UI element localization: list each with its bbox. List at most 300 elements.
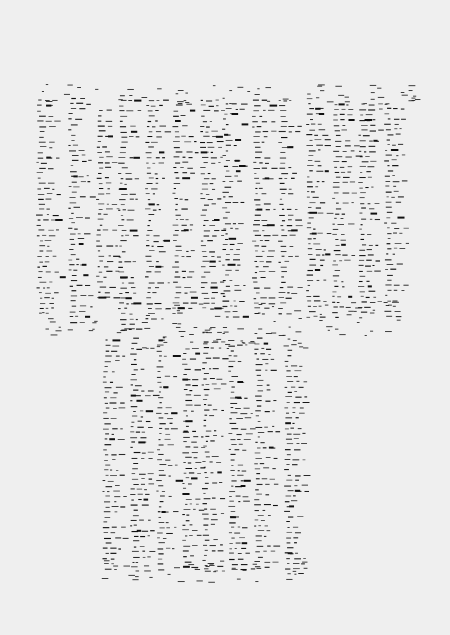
dash-mark [387, 264, 394, 265]
dash-mark [299, 366, 302, 367]
bold-dash-mark [232, 113, 239, 115]
dash-mark [85, 285, 90, 286]
dash-mark [130, 324, 135, 325]
dash-mark [223, 280, 226, 281]
dash-mark [126, 110, 133, 111]
scatter-dash-mark [338, 95, 344, 96]
dash-mark [120, 147, 126, 148]
dash-mark [253, 136, 259, 137]
dash-mark [374, 271, 380, 272]
dash-mark [366, 171, 370, 172]
dash-mark [191, 442, 197, 443]
dash-mark [173, 167, 176, 168]
dash-mark [333, 161, 339, 162]
dash-mark [272, 411, 274, 412]
dash-mark [257, 126, 262, 127]
bold-dash-mark [237, 381, 243, 383]
dash-mark [262, 168, 267, 169]
bold-dash-mark [288, 552, 293, 554]
dash-mark [295, 131, 300, 132]
dash-mark [193, 509, 196, 510]
dash-mark [308, 306, 311, 307]
dash-mark [281, 246, 287, 247]
dash-mark [260, 442, 264, 443]
dash-mark [268, 110, 274, 111]
dash-mark [210, 183, 214, 184]
bold-dash-mark [130, 230, 138, 232]
dash-mark [231, 465, 233, 466]
dash-mark [295, 256, 299, 257]
dash-mark [105, 392, 109, 393]
dash-mark [98, 162, 103, 163]
dash-mark [265, 370, 267, 371]
scatter-dash-mark [55, 330, 61, 331]
scatter-dash-mark [256, 568, 261, 569]
dash-mark [255, 453, 261, 454]
dash-mark [158, 511, 161, 512]
dash-mark [46, 199, 52, 200]
dash-mark [229, 543, 232, 544]
dash-mark [140, 536, 145, 537]
dash-mark [307, 275, 313, 276]
dash-mark [306, 317, 310, 318]
bold-dash-mark [184, 229, 189, 231]
dash-mark [202, 308, 206, 309]
dash-mark [104, 397, 107, 398]
dash-mark [99, 183, 103, 184]
dash-mark [327, 233, 332, 234]
dash-mark [228, 506, 235, 507]
dash-mark [147, 230, 152, 231]
dash-mark [202, 560, 205, 561]
dash-mark [190, 292, 197, 293]
dash-mark [308, 160, 312, 161]
scatter-dash-mark [92, 322, 96, 323]
scatter-dash-mark [415, 99, 421, 100]
dash-mark [373, 297, 376, 298]
dash-mark [47, 214, 49, 215]
dash-mark [110, 553, 116, 554]
dash-mark [205, 571, 211, 572]
dash-mark [98, 173, 101, 174]
dash-mark [313, 238, 316, 239]
dash-mark [262, 230, 264, 231]
dash-mark [38, 219, 41, 220]
dash-mark [182, 452, 189, 453]
bold-dash-mark [368, 285, 372, 287]
dash-mark [340, 119, 344, 120]
dash-mark [392, 160, 397, 161]
dash-mark [221, 342, 225, 343]
dash-mark [313, 229, 315, 230]
dash-mark [278, 142, 282, 143]
dash-mark [159, 475, 166, 476]
dash-mark [222, 129, 225, 130]
dash-mark [159, 126, 166, 127]
dash-mark [279, 168, 285, 169]
scatter-dash-mark [253, 564, 257, 565]
dash-mark [53, 256, 57, 257]
scatter-dash-mark [286, 579, 292, 580]
dash-mark [358, 135, 360, 136]
dash-mark [333, 187, 340, 188]
dash-mark [40, 146, 46, 147]
dash-mark [69, 186, 72, 187]
dash-mark [335, 214, 339, 215]
bold-dash-mark [133, 302, 141, 304]
bold-dash-mark [60, 276, 66, 278]
dash-mark [191, 303, 197, 304]
bold-dash-mark [391, 149, 398, 151]
dash-mark [348, 224, 354, 225]
scatter-dash-mark [294, 310, 301, 311]
dash-mark [138, 499, 141, 500]
dash-mark [203, 399, 207, 400]
dash-mark [231, 412, 238, 413]
dash-mark [204, 373, 209, 374]
scatter-dash-mark [293, 340, 297, 341]
dash-mark [197, 473, 201, 474]
dash-mark [183, 353, 186, 354]
dash-mark [333, 229, 338, 230]
dash-mark [222, 192, 228, 193]
dash-mark [360, 192, 366, 193]
dash-mark [127, 219, 134, 220]
dash-mark [150, 530, 155, 531]
dash-mark [133, 484, 138, 485]
dash-mark [229, 181, 233, 182]
dash-mark [172, 126, 178, 127]
dash-mark [213, 514, 217, 515]
dash-mark [229, 501, 233, 502]
dash-mark [214, 430, 216, 431]
dash-mark [384, 311, 391, 312]
dash-mark [323, 280, 326, 281]
dash-mark [146, 152, 152, 153]
dash-mark [37, 121, 43, 122]
dash-mark [288, 193, 293, 194]
dash-mark [366, 281, 369, 282]
dash-mark [211, 348, 214, 349]
dash-mark [268, 354, 270, 355]
dash-mark [106, 194, 110, 195]
bold-dash-mark [182, 493, 189, 495]
scatter-dash-mark [303, 348, 308, 349]
dash-mark [286, 558, 290, 559]
dash-mark [393, 181, 400, 182]
dash-mark [205, 550, 208, 551]
scatter-dash-mark [291, 344, 296, 345]
dash-mark [387, 134, 393, 135]
dash-mark [103, 418, 108, 419]
dash-mark [157, 282, 164, 283]
scatter-dash-mark [178, 581, 185, 582]
scatter-dash-mark [283, 99, 289, 100]
dash-mark [366, 297, 370, 298]
dash-mark [40, 308, 44, 309]
dash-mark [271, 168, 277, 169]
dash-mark [176, 246, 182, 247]
dash-mark [311, 191, 315, 192]
dash-mark [316, 255, 320, 256]
dash-mark [186, 499, 192, 500]
dash-mark [181, 136, 185, 137]
dash-mark [269, 271, 275, 272]
dash-mark [286, 496, 292, 497]
dash-mark [104, 532, 108, 533]
dash-mark [69, 264, 74, 265]
dash-mark [245, 417, 251, 418]
dash-mark [79, 150, 85, 151]
scatter-dash-mark [384, 302, 388, 303]
dash-mark [121, 219, 124, 220]
dash-mark [217, 141, 224, 142]
dash-mark [332, 296, 334, 297]
dash-mark [225, 239, 228, 240]
dash-mark [110, 470, 112, 471]
scatter-dash-mark [89, 330, 93, 331]
dash-mark [192, 545, 198, 546]
dash-mark [96, 199, 99, 200]
dash-mark [335, 141, 341, 142]
dash-mark [232, 569, 238, 570]
dash-mark [360, 146, 366, 147]
dash-mark [174, 111, 179, 112]
dash-mark [43, 266, 47, 267]
dash-mark [231, 407, 234, 408]
dash-mark [287, 542, 291, 543]
dash-mark [136, 432, 140, 433]
dash-mark [236, 496, 241, 497]
dash-mark [159, 360, 162, 361]
bold-dash-mark [315, 269, 320, 271]
dash-mark [148, 484, 154, 485]
dash-mark [255, 152, 262, 153]
dash-mark [39, 142, 46, 143]
dash-mark [291, 365, 297, 366]
dash-mark [257, 375, 261, 376]
dash-mark [359, 250, 365, 251]
dash-mark [292, 459, 299, 460]
dash-mark [273, 400, 276, 401]
scatter-dash-mark [42, 312, 44, 313]
dash-mark [334, 167, 337, 168]
dash-mark [335, 317, 338, 318]
dash-mark [341, 281, 343, 282]
dash-mark [255, 245, 260, 246]
dash-mark [316, 97, 319, 98]
dash-mark [106, 345, 111, 346]
dash-mark [235, 408, 241, 409]
scatter-dash-mark [195, 569, 200, 570]
dash-mark [264, 536, 266, 537]
dash-mark [113, 408, 117, 409]
bold-dash-mark [319, 113, 324, 115]
dash-mark [271, 359, 274, 360]
dash-mark [279, 215, 285, 216]
dash-mark [204, 472, 206, 473]
dash-mark [362, 161, 369, 162]
dash-mark [327, 213, 334, 214]
bold-dash-mark [235, 397, 241, 399]
dash-mark [134, 359, 136, 360]
dash-mark [285, 366, 288, 367]
dash-mark [209, 225, 215, 226]
dash-mark [115, 271, 119, 272]
dash-mark [361, 207, 366, 208]
dash-mark [296, 225, 303, 226]
dash-mark [203, 121, 207, 122]
dash-mark [78, 238, 84, 239]
dash-mark [44, 297, 50, 298]
dash-mark [194, 141, 196, 142]
dash-mark [72, 182, 77, 183]
dash-mark [157, 538, 160, 539]
dash-mark [293, 434, 300, 435]
dash-mark [204, 205, 209, 206]
dash-mark [122, 251, 126, 252]
dash-mark [105, 177, 109, 178]
dash-mark [304, 381, 308, 382]
dash-mark [131, 374, 135, 375]
dash-mark [334, 250, 341, 251]
dash-mark [280, 163, 285, 164]
dash-mark [147, 168, 150, 169]
dash-mark [314, 139, 321, 140]
dash-mark [398, 196, 404, 197]
dash-mark [226, 140, 233, 141]
dash-mark [204, 178, 209, 179]
dash-mark [183, 550, 189, 551]
dash-mark [195, 499, 200, 500]
dash-mark [255, 520, 259, 521]
scatter-dash-mark [227, 348, 229, 349]
dash-mark [386, 202, 392, 203]
dash-mark [291, 178, 295, 179]
dash-mark [39, 204, 45, 205]
bold-dash-mark [228, 264, 236, 266]
dash-mark [172, 548, 174, 549]
dash-mark [191, 411, 194, 412]
dash-mark [38, 271, 42, 272]
dash-mark [308, 285, 310, 286]
scatter-dash-mark [142, 322, 148, 323]
dash-mark [202, 368, 205, 369]
dash-mark [253, 100, 259, 101]
dash-mark [305, 491, 310, 492]
dash-mark [190, 555, 194, 556]
dash-mark [72, 155, 79, 156]
dash-mark [157, 382, 161, 383]
dash-mark [332, 234, 337, 235]
dash-mark [111, 559, 115, 560]
dash-mark [132, 562, 134, 563]
bold-dash-mark [112, 339, 120, 341]
dash-mark [52, 189, 54, 190]
dash-mark [273, 505, 278, 506]
dash-mark [147, 157, 152, 158]
scatter-dash-mark [335, 329, 338, 330]
dash-mark [196, 504, 199, 505]
dash-mark [76, 217, 83, 218]
dash-mark [369, 291, 376, 292]
dash-mark [155, 110, 158, 111]
dash-mark [263, 131, 268, 132]
dash-mark [105, 403, 108, 404]
dash-mark [236, 543, 241, 544]
dash-mark [141, 416, 143, 417]
dash-mark [394, 119, 399, 120]
dash-mark [146, 261, 151, 262]
dash-mark [216, 100, 219, 101]
dash-mark [112, 459, 115, 460]
dash-mark [287, 209, 291, 210]
dash-mark [105, 569, 112, 570]
dash-mark [133, 557, 140, 558]
scatter-dash-mark [50, 322, 56, 323]
dash-mark [281, 276, 284, 277]
dash-mark [132, 479, 138, 480]
dash-mark [158, 371, 161, 372]
dash-mark [320, 317, 326, 318]
dash-mark [234, 356, 238, 357]
dash-mark [334, 193, 339, 194]
scatter-dash-mark [118, 99, 122, 100]
dash-mark [237, 265, 240, 266]
dash-mark [38, 199, 44, 200]
bold-dash-mark [235, 139, 241, 141]
dash-mark [308, 243, 310, 244]
dash-mark [370, 130, 376, 131]
dash-mark [263, 510, 266, 511]
dash-mark [132, 458, 138, 459]
scatter-dash-mark [142, 347, 147, 348]
dash-mark [183, 410, 187, 411]
dash-mark [49, 142, 55, 143]
dash-mark [360, 140, 366, 141]
dash-mark [98, 115, 101, 116]
dash-mark [106, 486, 113, 487]
bold-dash-mark [161, 511, 165, 513]
bold-dash-mark [325, 253, 330, 255]
dash-mark [244, 408, 250, 409]
scatter-dash-mark [51, 335, 58, 336]
dash-mark [159, 433, 161, 434]
dash-mark [294, 574, 296, 575]
dash-mark [337, 302, 340, 303]
dash-mark [235, 548, 237, 549]
dash-mark [313, 197, 319, 198]
dash-mark [56, 230, 59, 231]
dash-mark [104, 538, 111, 539]
dash-mark [317, 280, 320, 281]
dash-mark [240, 109, 245, 110]
scatter-dash-mark [42, 91, 44, 92]
dash-mark [82, 155, 86, 156]
dash-mark [308, 254, 312, 255]
dash-mark [182, 172, 187, 173]
dash-mark [209, 565, 214, 566]
dash-mark [285, 361, 289, 362]
dash-mark [194, 405, 200, 406]
scatter-dash-mark [357, 322, 360, 323]
dash-mark [185, 504, 187, 505]
dash-mark [343, 193, 350, 194]
dash-mark [290, 246, 294, 247]
dash-mark [180, 219, 184, 220]
dash-mark [125, 173, 131, 174]
dash-mark [288, 355, 292, 356]
